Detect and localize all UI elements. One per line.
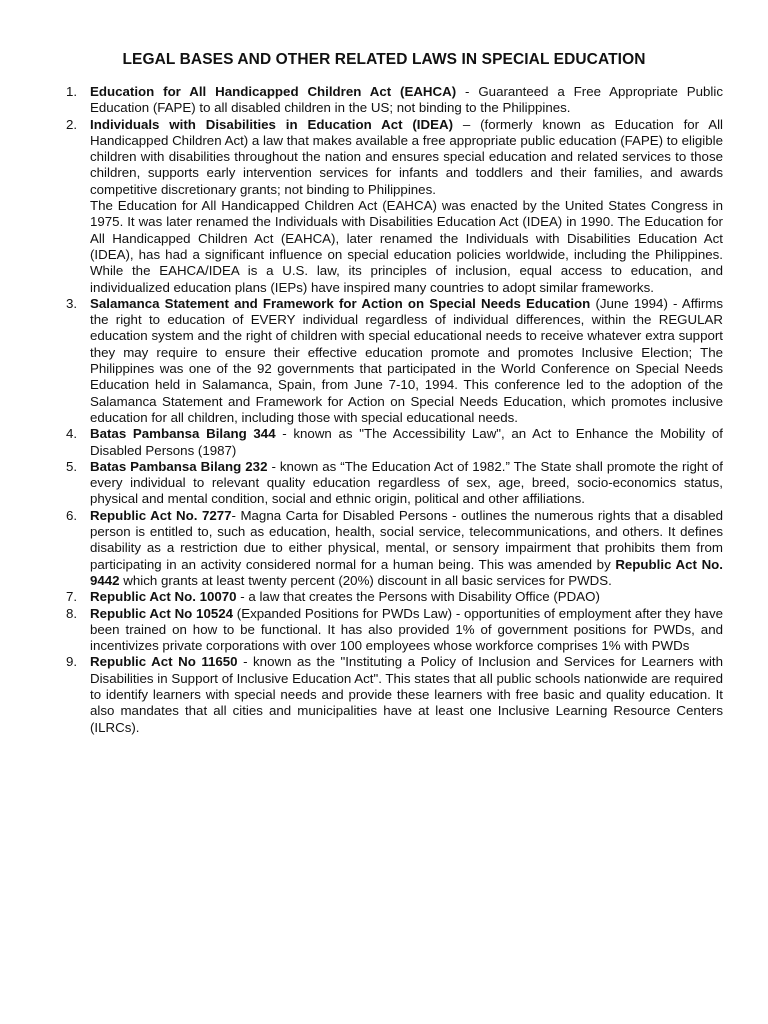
law-description: (Expanded Positions for PWDs Law) - opportunities of employment after they have been trained on how to be functional. It has also provided 1% of government positions for PWDs, and incentivizes private corporations with over 100 employees whose workforce comprises 1% with PWDs: [90, 605, 723, 654]
item-number: 4.: [66, 426, 78, 442]
list-item: [66, 84, 723, 117]
list-item: [66, 426, 723, 459]
law-description: - Magna Carta for Disabled Persons - outlines the numerous rights that a disabled person is entitled to, such as education, health, social service, telecommunications, and others. It defines disability as a restriction due to either physical, mental, or sensory impairment that prohibits them from participating in an activity considered normal for a human being. This was amended by: [90, 507, 723, 572]
item-number: 1.: [66, 84, 78, 99]
law-description: - known as the "Instituting a Policy of Inclusion and Services for Learners with Disabilities in Support of Inclusive Education Act". This states that all public schools nationwide are required to identify learners with special needs and provide these learners with free basic and quality education. It also mandates that all cities and municipalities have at least one Inclusive Learning Resource Centers (ILRCs).: [90, 654, 723, 735]
law-description-continued: which grants at least twenty percent (20%) discount in all basic services for PWDS.: [119, 572, 612, 588]
list-item: [66, 458, 723, 508]
list-item: [66, 589, 723, 605]
list-item: [66, 605, 723, 655]
law-description: – (formerly known as Education for All Handicapped Children Act) a law that makes available a free appropriate public education (FAPE) to eligible children with disabilities throughout the nation and ensures special education and related services to those children, supports early intervention services for infants and toddlers and their families, and awards competitive discretionary grants; not binding to Philippines.: [90, 116, 723, 197]
item-number: 6.: [66, 507, 78, 523]
list-item: [66, 116, 723, 296]
law-name: Republic Act No 10524: [90, 605, 234, 621]
item-number: 7.: [66, 589, 78, 605]
item-number: 2.: [66, 116, 78, 132]
law-description: (June 1994) - Affirms the right to education of EVERY individual regardless of individual differences, within the REGULAR education system and the right of children with special educational needs to receive whatever extra support they may require to ensure their effective education promote and promotes Inclusive Election; The Philippines was one of the 92 governments that participated in the World Conference on Special Needs Education held in Salamanca, Spain, from June 7-10, 1994. This conference led to the adoption of the Salamanca Statement and Framework for Action on Special Needs Education, which promotes inclusive education for all children, including those with special educational needs.: [90, 295, 724, 425]
law-name: Individuals with Disabilities in Education Act (IDEA): [90, 116, 453, 132]
law-name: Republic Act No 11650: [90, 654, 238, 670]
law-description: - known as "The Accessibility Law", an Act to Enhance the Mobility of Disabled Persons (1987): [90, 426, 723, 458]
law-description: - known as “The Education Act of 1982.” The State shall promote the right of every individual to relevant quality education regardless of sex, age, breed, socio-economics status, physical and mental condition, social and ethnic origin, political and other affiliations.: [90, 458, 723, 507]
document-title: LEGAL BASES AND OTHER RELATED LAWS IN SPECIAL EDUCATION: [122, 51, 646, 68]
list-item: [66, 654, 723, 735]
law-note-paragraph: The Education for All Handicapped Children Act (EAHCA) was enacted by the United States Congress in 1975. It was later renamed the Individuals with Disabilities Education Act (IDEA) in 1990. The Education for All Handicapped Children Act (EAHCA), later renamed the Individuals with Disabilities Education Act (IDEA), has had a significant influence on special education policies worldwide, including the Philippines. While the EAHCA/IDEA is a U.S. law, its principles of inclusion, equal access to education, and individualized education plans (IEPs) have inspired many countries to adopt similar frameworks.: [90, 198, 723, 295]
item-number: 5.: [66, 458, 78, 474]
list-item: [66, 507, 724, 589]
law-description: - a law that creates the Persons with Disability Office (PDAO): [236, 589, 600, 605]
amending-law-name: Republic Act No. 9442: [90, 556, 724, 588]
law-name: Batas Pambansa Bilang 344: [90, 426, 276, 442]
list-item: [66, 295, 724, 426]
laws-list: [66, 84, 724, 736]
law-name: Education for All Handicapped Children Act (EAHCA): [90, 84, 457, 99]
law-name: Salamanca Statement and Framework for Action on Special Needs Education: [90, 295, 591, 311]
law-name: Batas Pambansa Bilang 232: [90, 458, 268, 474]
item-number: 9.: [66, 654, 78, 670]
item-number: 8.: [66, 605, 78, 621]
law-name: Republic Act No. 7277: [90, 507, 232, 523]
law-description: - Guaranteed a Free Appropriate Public Education (FAPE) to all disabled children in the US; not binding to the Philippines.: [90, 84, 723, 116]
item-number: 3.: [66, 295, 78, 311]
law-name: Republic Act No. 10070: [90, 589, 237, 605]
